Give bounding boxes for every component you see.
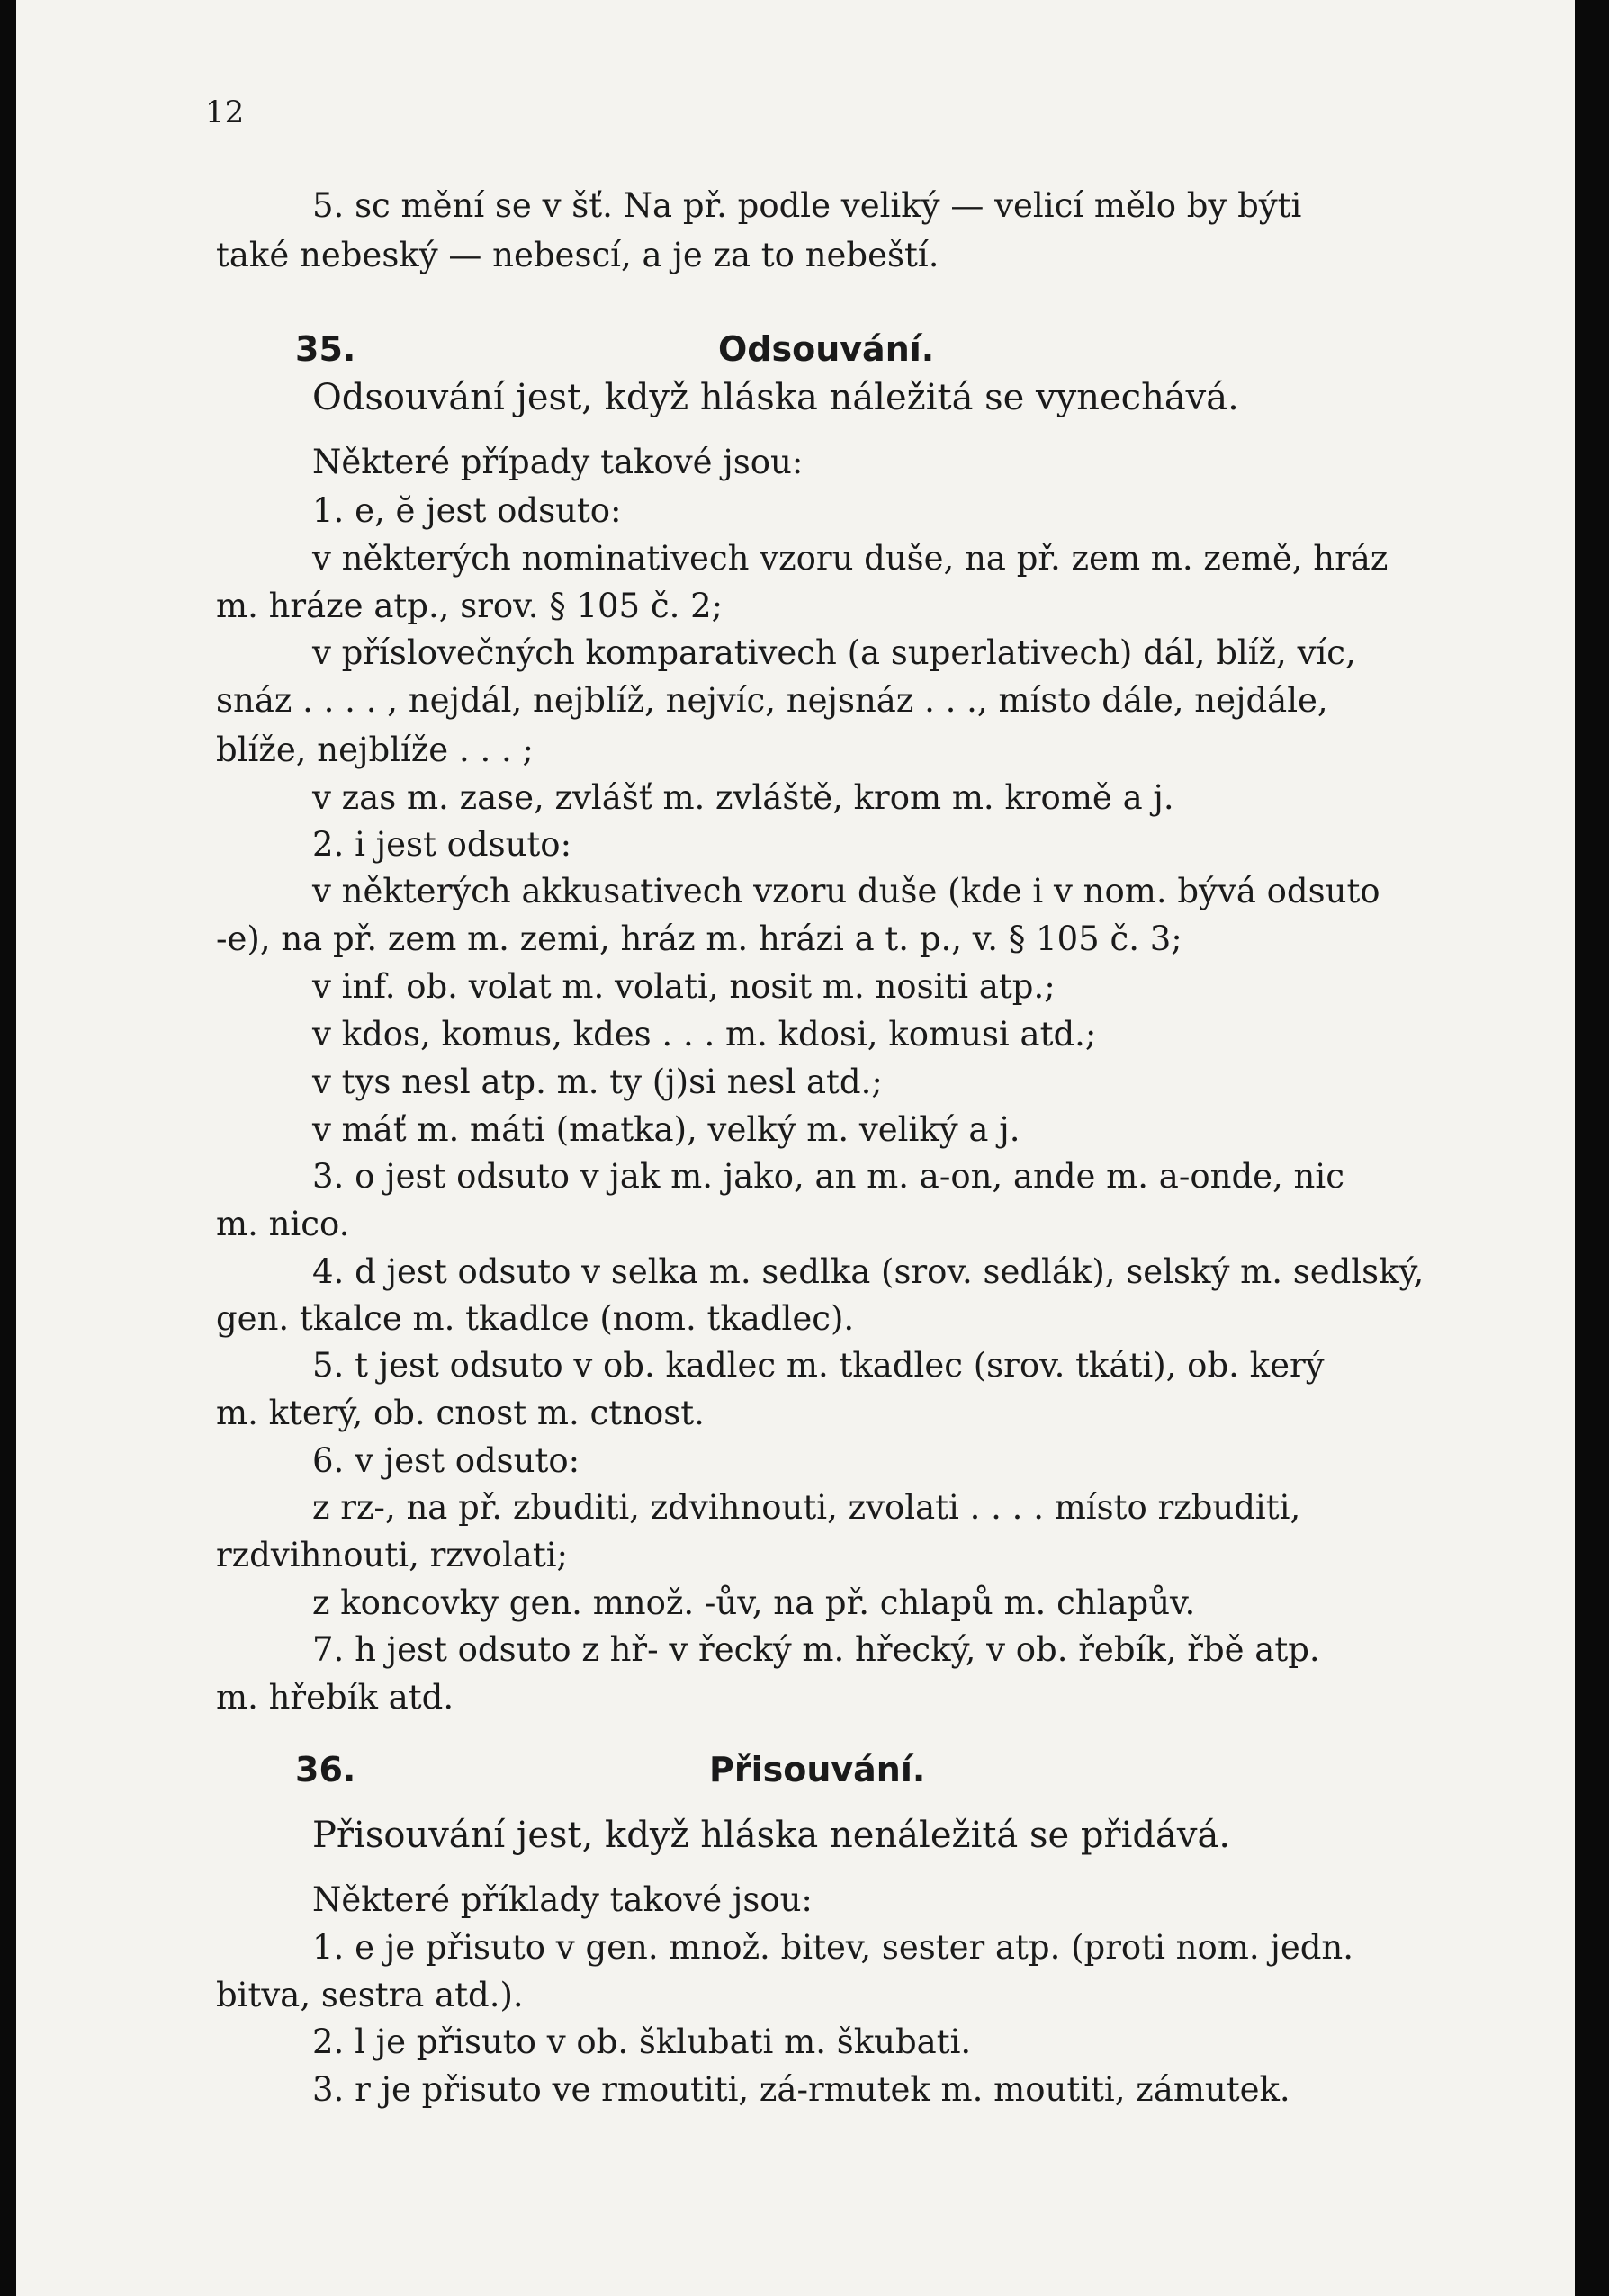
text-line: z rz-, na př. zbuditi, zdvihnouti, zvolati . . . . místo rzbuditi, [312,1488,1301,1527]
text-line: Odsouvání jest, když hláska náležitá se vynechává. [312,377,1239,418]
text-line: v tys nesl atp. m. ty (j)si nesl atd.; [312,1063,883,1101]
text-line: 2. i jest odsuto: [312,825,572,864]
scan-border-right [1575,0,1609,2296]
text-line: 6. v jest odsuto: [312,1441,580,1480]
text-line: 3. o jest odsuto v jak m. jako, an m. a-on, ande m. a-onde, nic [312,1157,1344,1196]
section-title-prisouvani: Přisouvání. [709,1750,926,1789]
text-line: 4. d jest odsuto v selka m. sedlka (srov. sedlák), selský m. sedlský, [312,1252,1425,1291]
scan-border-left [0,0,16,2296]
text-line: gen. tkalce m. tkadlce (nom. tkadlec). [216,1299,855,1338]
text-line: 1. e, ĕ jest odsuto: [312,491,622,530]
section-number-35: 35. [295,329,356,369]
text-line: m. hráze atp., srov. § 105 č. 2; [216,587,724,625]
text-line: blíže, nejblíže . . . ; [216,731,534,769]
section-title-odsouvani: Odsouvání. [718,329,935,369]
text-line: Přisouvání jest, když hláska nenáležitá se přidává. [312,1815,1231,1856]
text-line: v kdos, komus, kdes . . . m. kdosi, komusi atd.; [312,1015,1097,1054]
text-line: 3. r je přisuto ve rmoutiti, zá-rmutek m. moutiti, zámutek. [312,2070,1290,2109]
text-line: rzdvihnouti, rzvolati; [216,1536,569,1574]
text-line: snáz . . . . , nejdál, nejblíž, nejvíc, nejsnáz . . ., místo dále, nejdále, [216,681,1328,720]
text-line: m. který, ob. cnost m. ctnost. [216,1394,705,1432]
text-line: také nebeský — nebescí, a je za to nebeští. [216,236,939,274]
text-line: Některé příklady takové jsou: [312,1880,813,1919]
text-line: bitva, sestra atd.). [216,1976,524,2014]
text-line: v inf. ob. volat m. volati, nosit m. nositi atp.; [312,967,1056,1006]
text-line: 2. l je přisuto v ob. šklubati m. škubati. [312,2022,972,2061]
text-line: v zas m. zase, zvlášť m. zvláště, krom m. kromě a j. [312,778,1174,817]
text-line: 5. t jest odsuto v ob. kadlec m. tkadlec (srov. tkáti), ob. kerý [312,1346,1325,1385]
page-number: 12 [205,94,245,130]
text-line: 1. e je přisuto v gen. množ. bitev, sester atp. (proti nom. jedn. [312,1928,1354,1967]
text-line: m. hřebík atd. [216,1678,454,1717]
text-line: v některých akkusativech vzoru duše (kde i v nom. bývá odsuto [312,872,1380,910]
text-line: 5. sc mění se v šť. Na př. podle veliký — velicí mělo by býti [312,186,1302,225]
book-page [16,0,1575,2296]
text-line: z koncovky gen. množ. -ův, na př. chlapů m. chlapův. [312,1583,1196,1622]
text-line: Některé případy takové jsou: [312,443,804,481]
text-line: v máť m. máti (matka), velký m. veliký a j. [312,1110,1020,1149]
text-line: -e), na př. zem m. zemi, hráz m. hrázi a t. p., v. § 105 č. 3; [216,919,1182,958]
text-line: 7. h jest odsuto z hř- v řecký m. hřecký, v ob. řebík, řbě atp. [312,1630,1320,1669]
text-line: v příslovečných komparativech (a superlativech) dál, blíž, víc, [312,633,1356,672]
text-line: m. nico. [216,1205,350,1243]
text-line: v některých nominativech vzoru duše, na př. zem m. země, hráz [312,539,1389,578]
section-number-36: 36. [295,1750,356,1789]
